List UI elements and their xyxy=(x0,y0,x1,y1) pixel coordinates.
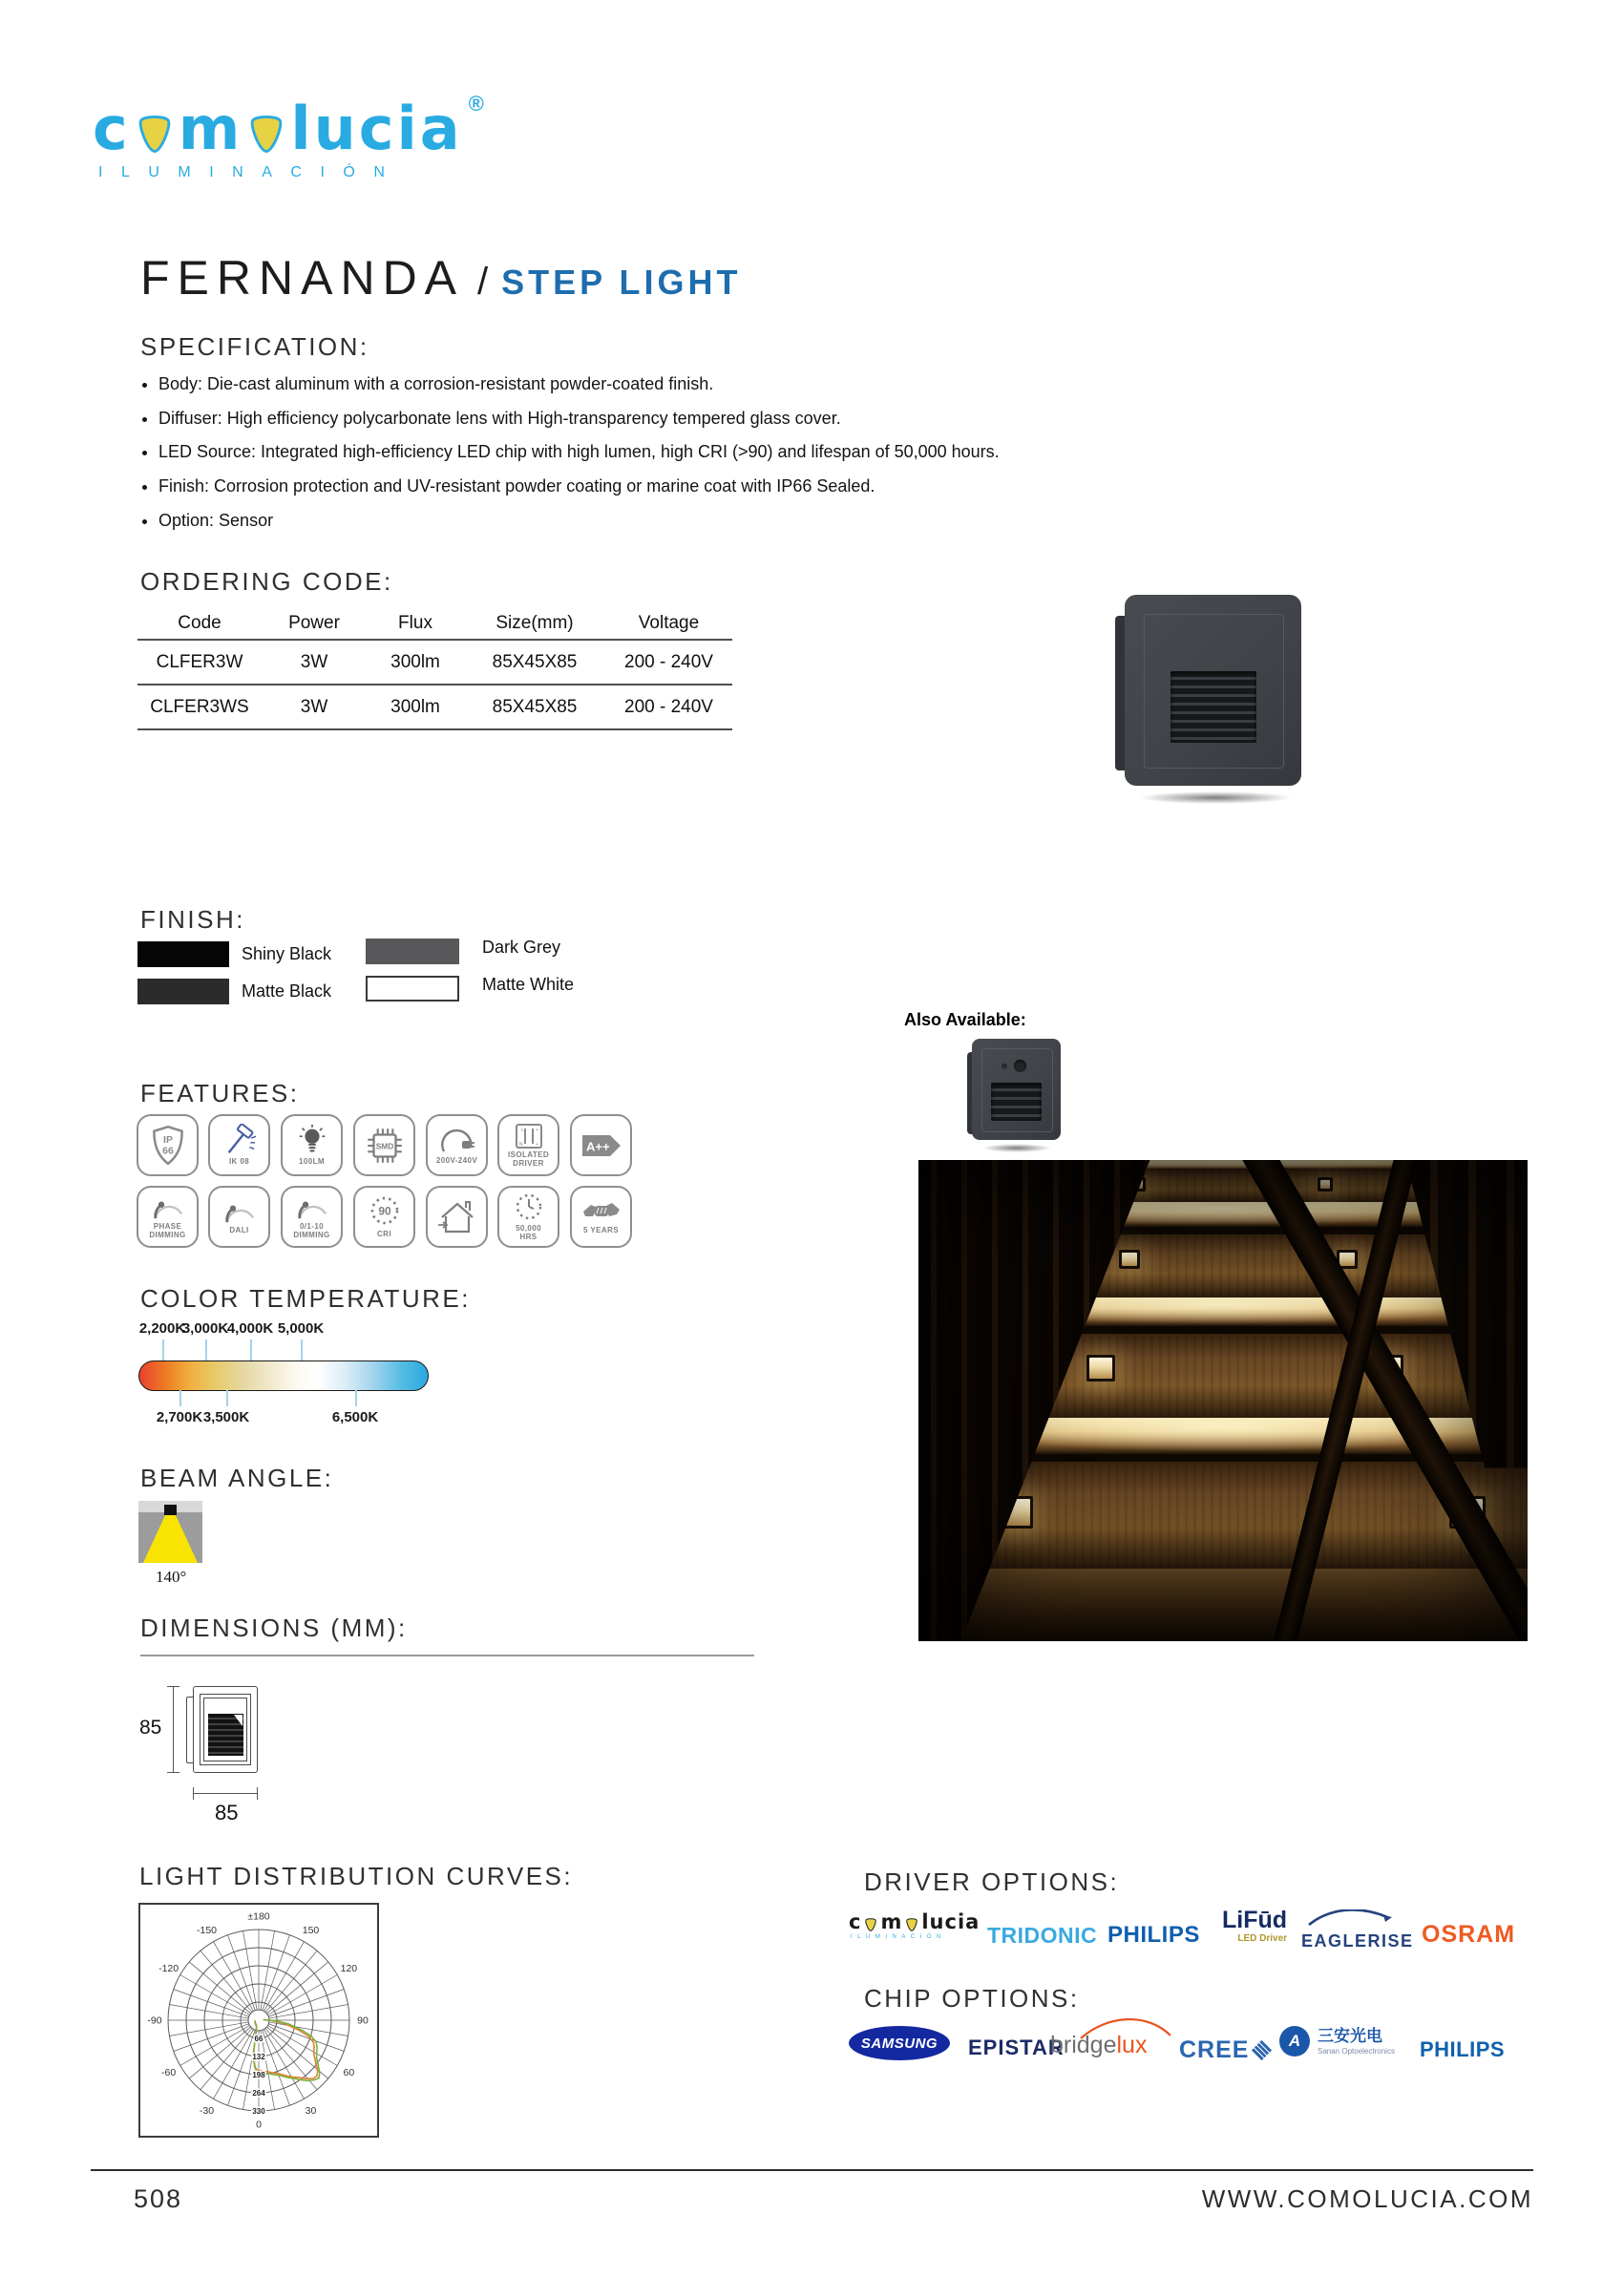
ct-label-2700k: 2,700K xyxy=(156,1409,203,1425)
page-title xyxy=(140,250,742,306)
cell-code: CLFER3WS xyxy=(150,696,249,717)
chip-options-heading: CHIP OPTIONS: xyxy=(864,1984,1080,2013)
cri-circle-icon xyxy=(366,1194,404,1229)
svg-text:120: 120 xyxy=(340,1963,358,1974)
website-url: WWW.COMOLUCIA.COM xyxy=(1201,2184,1533,2213)
cell-size: 85X45X85 xyxy=(492,651,578,672)
logo-bridgelux: bridgelux xyxy=(1050,2032,1147,2059)
product-category: STEP LIGHT xyxy=(501,263,742,302)
bulb-icon xyxy=(294,1124,330,1156)
polar-chart-svg xyxy=(140,1905,377,2136)
finish-label: Dark Grey xyxy=(482,938,561,957)
product-photo-main xyxy=(1115,595,1301,800)
ct-label-4000k: 4,000K xyxy=(226,1320,274,1337)
title-separator: / xyxy=(477,261,489,303)
feature-isolated-driver: L + N + ISOLATED DRIVER xyxy=(497,1114,559,1176)
finish-heading: FINISH: xyxy=(140,905,245,934)
col-header-flux: Flux xyxy=(398,612,432,633)
feature-ip66 xyxy=(137,1114,199,1176)
svg-text:198: 198 xyxy=(252,2071,265,2079)
feature-ik08: IK 08 xyxy=(208,1114,270,1176)
svg-text:60: 60 xyxy=(343,2067,355,2078)
dimming-dial-icon xyxy=(150,1194,186,1221)
ordering-table xyxy=(137,607,732,730)
svg-text:132: 132 xyxy=(252,2053,265,2061)
svg-text:-150: -150 xyxy=(196,1925,218,1937)
table-header-row xyxy=(137,607,732,640)
feature-smd xyxy=(353,1114,415,1176)
svg-text:+: + xyxy=(535,1141,538,1148)
svg-text:330: 330 xyxy=(252,2107,265,2116)
logo-comolucia-driver: c m lucia ILUMINACIÓN xyxy=(849,1910,981,1940)
logo-epistar: EPISTAR xyxy=(968,2035,1065,2059)
color-temperature-heading: COLOR TEMPERATURE: xyxy=(140,1284,471,1313)
ct-label-3500k: 3,500K xyxy=(202,1409,250,1425)
svg-text:66: 66 xyxy=(254,2035,264,2043)
svg-text:A++: A++ xyxy=(585,1139,610,1153)
logo-tagline: ILUMINACIÓN xyxy=(98,164,404,180)
hammer-icon xyxy=(221,1124,258,1156)
feature-indoor xyxy=(426,1186,488,1248)
cree-diamond-icon xyxy=(1252,2040,1272,2060)
svg-text:N: N xyxy=(518,1141,523,1148)
svg-text:SMD: SMD xyxy=(375,1141,393,1151)
finish-swatch-matte-black xyxy=(137,979,229,1004)
dimming-dial-icon xyxy=(221,1198,258,1225)
beam-angle-heading: BEAM ANGLE: xyxy=(140,1464,334,1492)
logo-osram: OSRAM xyxy=(1422,1921,1516,1948)
table-row xyxy=(137,685,732,729)
svg-text:0: 0 xyxy=(256,2119,262,2131)
finish-label: Shiny Black xyxy=(242,944,332,963)
product-name: FERNANDA xyxy=(140,251,465,305)
cell-flux: 300lm xyxy=(390,696,440,717)
ct-label-5000k: 5,000K xyxy=(277,1320,325,1337)
cell-voltage: 200 - 240V xyxy=(624,696,713,717)
eagle-swoosh-icon xyxy=(1301,1909,1393,1927)
cell-voltage: 200 - 240V xyxy=(624,651,713,672)
dimension-height: 85 xyxy=(139,1717,162,1739)
smd-chip-icon xyxy=(363,1124,407,1168)
page-number: 508 xyxy=(134,2184,183,2213)
registered-mark: ® xyxy=(468,92,484,116)
cell-code: CLFER3W xyxy=(156,651,243,672)
svg-text:-30: -30 xyxy=(199,2104,215,2117)
svg-text:±180: ±180 xyxy=(247,1910,270,1923)
logo-lifud: LiFūd LED Driver xyxy=(1222,1907,1288,1944)
features-heading: FEATURES: xyxy=(140,1079,300,1107)
brand-logo xyxy=(93,92,484,181)
logo-tridonic: TRIDONIC xyxy=(987,1923,1098,1948)
logo-cree: CREE xyxy=(1179,2036,1269,2064)
logo-philips-driver: PHILIPS xyxy=(1107,1922,1200,1948)
spec-bullet: • Diffuser: High efficiency polycarbonate lens with High-transparency tempered glass cover. xyxy=(158,409,1209,429)
svg-text:150: 150 xyxy=(302,1925,320,1937)
specification-heading: SPECIFICATION: xyxy=(140,332,369,361)
spec-bullet: • LED Source: Integrated high-efficiency LED chip with high lumen, high CRI (>90) and lifespan of 50,000 hours. xyxy=(158,442,1209,462)
svg-text:+: + xyxy=(535,1127,538,1133)
dimensions-heading: DIMENSIONS (MM): xyxy=(140,1614,408,1642)
footer-divider xyxy=(91,2169,1533,2171)
shield-icon xyxy=(148,1124,188,1168)
finish-swatch-matte-white xyxy=(366,976,459,1002)
dimension-width: 85 xyxy=(215,1801,239,1825)
table-row xyxy=(137,640,732,685)
col-header-voltage: Voltage xyxy=(638,612,700,633)
pir-sensor-dot xyxy=(1014,1060,1026,1072)
bridgelux-arc-icon xyxy=(1079,2018,1174,2039)
spec-bullet: • Finish: Corrosion protection and UV-resistant powder coating or marine coat with IP66 Sealed. xyxy=(158,476,1209,496)
ct-label-3000k: 3,000K xyxy=(181,1320,229,1337)
cell-power: 3W xyxy=(300,696,328,717)
svg-text:-60: -60 xyxy=(161,2067,177,2078)
logo-sanan: A 三安光电 Sanan Optoelectronics xyxy=(1279,2026,1395,2057)
logo-triangle-icon xyxy=(904,1916,919,1932)
beam-angle-icon xyxy=(138,1501,202,1563)
ct-label-6500k: 6,500K xyxy=(331,1409,379,1425)
feature-lifespan: 50,000 HRS xyxy=(497,1186,559,1248)
cell-size: 85X45X85 xyxy=(492,696,578,717)
handshake-icon xyxy=(582,1198,621,1225)
logo-letter: m xyxy=(178,94,243,164)
svg-text:264: 264 xyxy=(252,2089,265,2098)
logo-eaglerise: EAGLERISE xyxy=(1301,1909,1414,1951)
ct-label-2200k: 2,200K xyxy=(138,1320,186,1337)
col-header-code: Code xyxy=(178,612,221,633)
light-distribution-heading: LIGHT DISTRIBUTION CURVES: xyxy=(139,1862,574,1890)
light-distribution-chart xyxy=(138,1903,379,2138)
logo-triangle-icon xyxy=(863,1916,878,1932)
svg-text:L: L xyxy=(520,1127,524,1133)
feature-energy-rating xyxy=(570,1114,632,1176)
house-icon xyxy=(436,1196,478,1238)
logo-philips-chip: PHILIPS xyxy=(1420,2037,1506,2061)
finish-swatch-dark-grey xyxy=(366,939,459,964)
finish-label: Matte White xyxy=(482,975,575,994)
svg-text:-120: -120 xyxy=(158,1963,179,1974)
spec-bullet: • Option: Sensor xyxy=(158,511,1209,531)
logo-samsung: SAMSUNG xyxy=(849,2026,950,2060)
spec-bullet: • Body: Die-cast aluminum with a corrosion-resistant powder-coated finish. xyxy=(158,374,1209,394)
feature-0-1-10-dimming: 0/1-10 DIMMING xyxy=(281,1186,343,1248)
feature-warranty: 5 YEARS xyxy=(570,1186,632,1248)
cell-flux: 300lm xyxy=(390,651,440,672)
energy-rating-icon xyxy=(580,1131,623,1160)
finish-swatch-shiny-black xyxy=(137,941,229,967)
color-temperature-bar xyxy=(138,1360,429,1391)
feature-phase-dimming: PHASE DIMMING xyxy=(137,1186,199,1248)
svg-text:-90: -90 xyxy=(147,2014,162,2027)
logo-letters: lucia xyxy=(290,94,463,164)
feature-dali: DALI xyxy=(208,1186,270,1248)
clock-icon xyxy=(512,1192,546,1223)
application-photo-stairs xyxy=(918,1160,1528,1641)
logo-triangle-icon xyxy=(133,110,177,156)
logo-triangle-icon xyxy=(244,110,288,156)
feature-voltage: 200V-240V xyxy=(426,1114,488,1176)
col-header-power: Power xyxy=(288,612,340,633)
svg-text:90: 90 xyxy=(357,2014,369,2027)
svg-text:90: 90 xyxy=(377,1204,391,1218)
logo-letter: c xyxy=(93,94,131,164)
also-available-label: Also Available: xyxy=(904,1010,1026,1029)
ordering-heading: ORDERING CODE: xyxy=(140,567,393,596)
col-header-size: Size(mm) xyxy=(496,612,574,633)
feature-100lm: 100LM xyxy=(281,1114,343,1176)
feature-cri90: 90 CRI xyxy=(353,1186,415,1248)
power-plug-icon xyxy=(438,1125,476,1155)
cell-power: 3W xyxy=(300,651,328,672)
svg-text:66: 66 xyxy=(161,1145,174,1156)
specification-list xyxy=(143,374,1209,544)
beam-angle-value: 140° xyxy=(156,1568,187,1586)
product-photo-sensor-variant xyxy=(967,1039,1063,1153)
isolated-driver-icon xyxy=(513,1123,545,1150)
dimming-dial-icon xyxy=(294,1194,330,1221)
svg-text:IP: IP xyxy=(162,1134,173,1146)
svg-text:30: 30 xyxy=(305,2104,317,2117)
finish-label: Matte Black xyxy=(242,981,332,1001)
sanan-mark-icon: A xyxy=(1279,2026,1310,2057)
driver-options-heading: DRIVER OPTIONS: xyxy=(864,1867,1120,1896)
